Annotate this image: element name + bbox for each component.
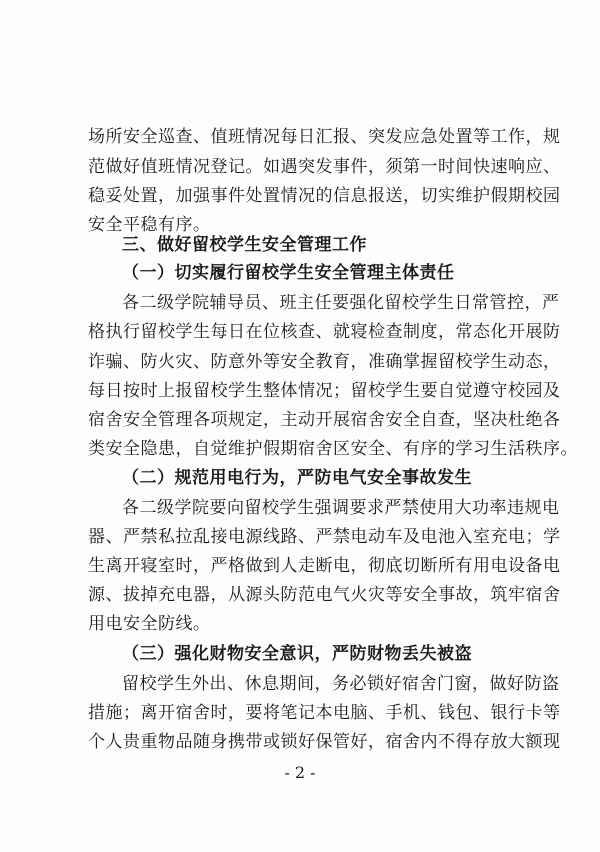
text-line: 源、拔掉充电器，从源头防范电气火灾等安全事故，筑牢宿舍 bbox=[88, 585, 561, 605]
text-line: 每日按时上报留校学生整体情况；留校学生要自觉遵守校园及 bbox=[88, 381, 561, 401]
text-line: 格执行留校学生每日在位核查、就寝检查制度，常态化开展防 bbox=[88, 322, 561, 342]
text-line: 安全平稳有序。 bbox=[88, 215, 211, 235]
text-line: 各二级学院辅导员、班主任要强化留校学生日常管控，严 bbox=[122, 293, 560, 313]
subsection-heading: （一）切实履行留校学生安全管理主体责任 bbox=[122, 263, 455, 283]
subsection-heading: （二）规范用电行为，严防电气安全事故发生 bbox=[122, 468, 472, 488]
text-line: 留校学生外出、休息期间，务必锁好宿舍门窗，做好防盗 bbox=[122, 674, 560, 694]
text-line: 场所安全巡查、值班情况每日汇报、突发应急处置等工作，规 bbox=[88, 127, 561, 147]
section-heading: 三、做好留校学生安全管理工作 bbox=[122, 235, 367, 255]
subsection-heading: （三）强化财物安全意识，严防财物丢失被盗 bbox=[122, 644, 472, 664]
page-number: - 2 - bbox=[284, 763, 316, 782]
text-line: 各二级学院要向留校学生强调要求严禁使用大功率违规电 bbox=[122, 498, 560, 518]
text-line: 稳妥处置，加强事件处置情况的信息报送，切实维护假期校园 bbox=[88, 186, 561, 206]
text-line: 器、严禁私拉乱接电源线路、严禁电动车及电池入室充电；学 bbox=[88, 527, 561, 547]
text-line: 诈骗、防火灾、防意外等安全教育，准确掌握留校学生动态， bbox=[88, 352, 561, 372]
text-line: 措施；离开宿舍时，要将笔记本电脑、手机、钱包、银行卡等 bbox=[88, 703, 561, 723]
text-line: 用电安全防线。 bbox=[88, 614, 211, 634]
text-line: 范做好值班情况登记。如遇突发事件，须第一时间快速响应、 bbox=[88, 157, 561, 177]
text-line: 宿舍安全管理各项规定，主动开展宿舍安全自查，坚决杜绝各 bbox=[88, 410, 561, 430]
text-line: 个人贵重物品随身携带或锁好保管好，宿舍内不得存放大额现 bbox=[88, 732, 561, 752]
text-line: 生离开寝室时，严格做到人走断电，彻底切断所有用电设备电 bbox=[88, 556, 561, 576]
text-line: 类安全隐患，自觉维护假期宿舍区安全、有序的学习生活秩序。 bbox=[88, 439, 578, 459]
